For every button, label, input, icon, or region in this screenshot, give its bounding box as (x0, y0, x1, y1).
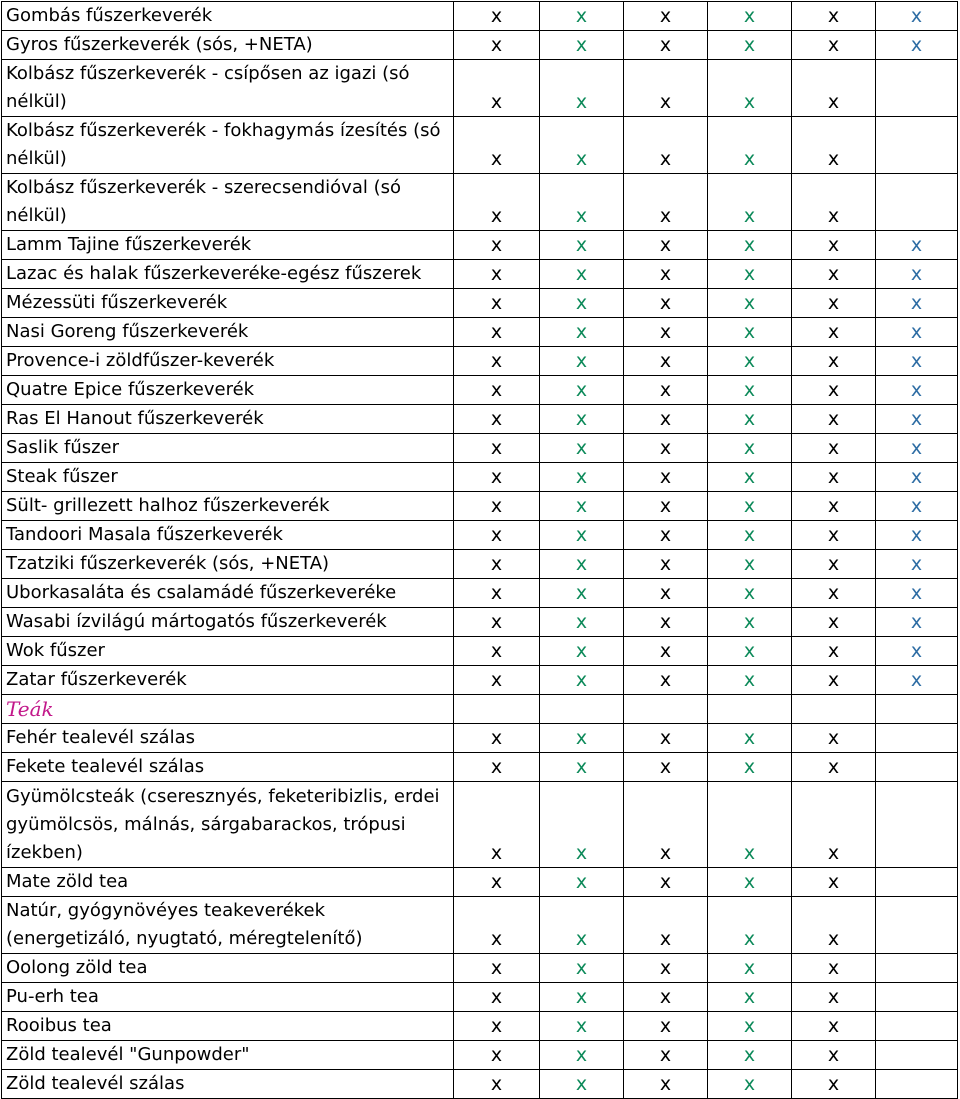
mark-cell-col5: x (792, 2, 876, 31)
mark-cell-col5: x (792, 954, 876, 983)
mark-cell-col4: x (708, 521, 792, 550)
table-row (2, 521, 958, 550)
mark-cell-col6 (876, 724, 958, 753)
mark-cell-col6: x (876, 492, 958, 521)
mark-cell-col6: x (876, 347, 958, 376)
product-name-cell: Rooibus tea (2, 1012, 454, 1041)
mark-cell-col2: x (540, 579, 624, 608)
mark-cell-col2: x (540, 1070, 624, 1099)
mark-cell-col1: x (454, 983, 540, 1012)
mark-cell-col4: x (708, 318, 792, 347)
section-header-row (2, 695, 958, 724)
mark-cell-col2: x (540, 347, 624, 376)
mark-cell-col1: x (454, 579, 540, 608)
mark-cell-col6: x (876, 376, 958, 405)
mark-cell-col1: x (454, 434, 540, 463)
mark-cell-col5: x (792, 521, 876, 550)
mark-cell-col1: x (454, 2, 540, 31)
mark-cell-col2: x (540, 117, 624, 174)
mark-cell-col5: x (792, 60, 876, 117)
mark-cell-col4: x (708, 637, 792, 666)
table-row (2, 376, 958, 405)
product-name-cell: Gyros fűszerkeverék (sós, +NETA) (2, 31, 454, 60)
product-name-cell: Kolbász fűszerkeverék - szerecsendióval (só nélkül) (2, 174, 454, 231)
mark-cell-col2: x (540, 1041, 624, 1070)
mark-cell-col5: x (792, 724, 876, 753)
product-name-cell: Wasabi ízvilágú mártogatós fűszerkeverék (2, 608, 454, 637)
product-name-cell: Saslik fűszer (2, 434, 454, 463)
mark-cell-col5: x (792, 260, 876, 289)
mark-cell-col3: x (624, 1041, 708, 1070)
table-row (2, 31, 958, 60)
mark-cell-col4: x (708, 579, 792, 608)
mark-cell-col3: x (624, 31, 708, 60)
mark-cell-col1: x (454, 521, 540, 550)
product-name-cell: Mate zöld tea (2, 868, 454, 897)
mark-cell-col6: x (876, 666, 958, 695)
mark-cell-col2: x (540, 174, 624, 231)
product-name-cell: Fekete tealevél szálas (2, 753, 454, 782)
mark-cell-col6: x (876, 550, 958, 579)
mark-cell-col5: x (792, 405, 876, 434)
mark-cell-col3: x (624, 347, 708, 376)
mark-cell-col3: x (624, 868, 708, 897)
mark-cell-col5: x (792, 434, 876, 463)
mark-cell-col5: x (792, 666, 876, 695)
mark-cell-col2: x (540, 666, 624, 695)
mark-cell-col1: x (454, 637, 540, 666)
mark-cell-col3: x (624, 521, 708, 550)
product-name-cell: Zöld tealevél "Gunpowder" (2, 1041, 454, 1070)
mark-cell-col2: x (540, 550, 624, 579)
table-row (2, 1012, 958, 1041)
mark-cell-col4: x (708, 1070, 792, 1099)
mark-cell-col2: x (540, 463, 624, 492)
mark-cell-col6: x (876, 318, 958, 347)
mark-cell-col5: x (792, 347, 876, 376)
product-name-cell: Wok fűszer (2, 637, 454, 666)
mark-cell-col3: x (624, 174, 708, 231)
mark-cell-col1 (454, 695, 540, 724)
mark-cell-col5: x (792, 579, 876, 608)
mark-cell-col1: x (454, 954, 540, 983)
mark-cell-col5: x (792, 1041, 876, 1070)
mark-cell-col6: x (876, 405, 958, 434)
mark-cell-col3: x (624, 60, 708, 117)
mark-cell-col6 (876, 868, 958, 897)
mark-cell-col6: x (876, 289, 958, 318)
mark-cell-col1: x (454, 492, 540, 521)
mark-cell-col1: x (454, 897, 540, 954)
mark-cell-col6 (876, 174, 958, 231)
mark-cell-col4: x (708, 492, 792, 521)
table-row (2, 463, 958, 492)
mark-cell-col3: x (624, 434, 708, 463)
product-name-cell: Tzatziki fűszerkeverék (sós, +NETA) (2, 550, 454, 579)
mark-cell-col2: x (540, 492, 624, 521)
table-row (2, 174, 958, 231)
mark-cell-col4: x (708, 782, 792, 868)
product-name-cell: Zöld tealevél szálas (2, 1070, 454, 1099)
mark-cell-col6 (876, 1012, 958, 1041)
product-name-cell: Tandoori Masala fűszerkeverék (2, 521, 454, 550)
mark-cell-col1: x (454, 60, 540, 117)
mark-cell-col2: x (540, 608, 624, 637)
product-availability-table (1, 1, 958, 1099)
mark-cell-col2: x (540, 405, 624, 434)
mark-cell-col6: x (876, 637, 958, 666)
mark-cell-col4: x (708, 868, 792, 897)
mark-cell-col1: x (454, 782, 540, 868)
mark-cell-col6 (876, 695, 958, 724)
mark-cell-col3: x (624, 289, 708, 318)
mark-cell-col6: x (876, 434, 958, 463)
mark-cell-col5: x (792, 868, 876, 897)
mark-cell-col4: x (708, 983, 792, 1012)
mark-cell-col3: x (624, 231, 708, 260)
mark-cell-col4: x (708, 753, 792, 782)
mark-cell-col1: x (454, 117, 540, 174)
product-name-cell: Gombás fűszerkeverék (2, 2, 454, 31)
table-row (2, 289, 958, 318)
mark-cell-col2: x (540, 260, 624, 289)
mark-cell-col5: x (792, 550, 876, 579)
mark-cell-col1: x (454, 1041, 540, 1070)
mark-cell-col2: x (540, 782, 624, 868)
table-row (2, 492, 958, 521)
table-row (2, 753, 958, 782)
mark-cell-col4: x (708, 347, 792, 376)
table-row (2, 2, 958, 31)
mark-cell-col5: x (792, 289, 876, 318)
mark-cell-col4: x (708, 231, 792, 260)
mark-cell-col2: x (540, 31, 624, 60)
mark-cell-col6: x (876, 463, 958, 492)
mark-cell-col1: x (454, 231, 540, 260)
mark-cell-col4: x (708, 954, 792, 983)
mark-cell-col6: x (876, 260, 958, 289)
table-row (2, 666, 958, 695)
mark-cell-col5: x (792, 318, 876, 347)
table-row (2, 117, 958, 174)
mark-cell-col2 (540, 695, 624, 724)
table-row (2, 983, 958, 1012)
table-row (2, 60, 958, 117)
product-name-cell: Kolbász fűszerkeverék - fokhagymás ízesítés (só nélkül) (2, 117, 454, 174)
mark-cell-col6: x (876, 521, 958, 550)
mark-cell-col2: x (540, 637, 624, 666)
mark-cell-col2: x (540, 318, 624, 347)
table-row (2, 231, 958, 260)
product-name-cell: Lazac és halak fűszerkeveréke-egész fűszerek (2, 260, 454, 289)
mark-cell-col2: x (540, 60, 624, 117)
mark-cell-col1: x (454, 405, 540, 434)
mark-cell-col3: x (624, 405, 708, 434)
mark-cell-col4: x (708, 1012, 792, 1041)
mark-cell-col1: x (454, 318, 540, 347)
mark-cell-col4: x (708, 289, 792, 318)
mark-cell-col4: x (708, 434, 792, 463)
mark-cell-col3: x (624, 782, 708, 868)
mark-cell-col1: x (454, 376, 540, 405)
product-name-cell: Pu-erh tea (2, 983, 454, 1012)
mark-cell-col6 (876, 117, 958, 174)
mark-cell-col3: x (624, 753, 708, 782)
product-name-cell: Oolong zöld tea (2, 954, 454, 983)
mark-cell-col4: x (708, 666, 792, 695)
mark-cell-col5: x (792, 31, 876, 60)
mark-cell-col4: x (708, 463, 792, 492)
mark-cell-col1: x (454, 724, 540, 753)
mark-cell-col4: x (708, 897, 792, 954)
mark-cell-col5: x (792, 463, 876, 492)
mark-cell-col3: x (624, 637, 708, 666)
mark-cell-col1: x (454, 347, 540, 376)
mark-cell-col2: x (540, 897, 624, 954)
product-name-cell: Quatre Epice fűszerkeverék (2, 376, 454, 405)
mark-cell-col3: x (624, 318, 708, 347)
mark-cell-col4: x (708, 405, 792, 434)
mark-cell-col1: x (454, 289, 540, 318)
mark-cell-col4 (708, 695, 792, 724)
mark-cell-col3: x (624, 983, 708, 1012)
product-name-cell: Ras El Hanout fűszerkeverék (2, 405, 454, 434)
mark-cell-col6: x (876, 608, 958, 637)
mark-cell-col5: x (792, 376, 876, 405)
mark-cell-col4: x (708, 117, 792, 174)
mark-cell-col1: x (454, 463, 540, 492)
table-row (2, 1070, 958, 1099)
mark-cell-col6 (876, 897, 958, 954)
mark-cell-col3: x (624, 376, 708, 405)
table-row (2, 608, 958, 637)
mark-cell-col3: x (624, 954, 708, 983)
mark-cell-col1: x (454, 260, 540, 289)
mark-cell-col3: x (624, 1070, 708, 1099)
mark-cell-col2: x (540, 521, 624, 550)
mark-cell-col6: x (876, 231, 958, 260)
mark-cell-col2: x (540, 954, 624, 983)
mark-cell-col3: x (624, 2, 708, 31)
table-row (2, 347, 958, 376)
mark-cell-col3: x (624, 463, 708, 492)
mark-cell-col6 (876, 60, 958, 117)
section-title: Teák (2, 695, 454, 724)
table-row (2, 637, 958, 666)
mark-cell-col4: x (708, 60, 792, 117)
table-row (2, 954, 958, 983)
mark-cell-col5: x (792, 174, 876, 231)
mark-cell-col3: x (624, 666, 708, 695)
table-body (2, 2, 958, 1099)
mark-cell-col3: x (624, 550, 708, 579)
mark-cell-col4: x (708, 550, 792, 579)
mark-cell-col5: x (792, 492, 876, 521)
mark-cell-col4: x (708, 1041, 792, 1070)
table-row (2, 782, 958, 868)
mark-cell-col5: x (792, 753, 876, 782)
product-name-cell: Nasi Goreng fűszerkeverék (2, 318, 454, 347)
table-row (2, 405, 958, 434)
mark-cell-col3 (624, 695, 708, 724)
product-name-cell: Kolbász fűszerkeverék - csípősen az igazi (só nélkül) (2, 60, 454, 117)
mark-cell-col6: x (876, 2, 958, 31)
mark-cell-col2: x (540, 753, 624, 782)
mark-cell-col4: x (708, 724, 792, 753)
table-row (2, 897, 958, 954)
mark-cell-col2: x (540, 434, 624, 463)
mark-cell-col5: x (792, 782, 876, 868)
mark-cell-col2: x (540, 376, 624, 405)
table-row (2, 260, 958, 289)
product-name-cell: Gyümölcsteák (cseresznyés, feketeribizlis, erdei gyümölcsös, málnás, sárgabarackos, trópusi ízekben) (2, 782, 454, 868)
mark-cell-col1: x (454, 550, 540, 579)
mark-cell-col1: x (454, 1070, 540, 1099)
mark-cell-col1: x (454, 608, 540, 637)
mark-cell-col6 (876, 1070, 958, 1099)
mark-cell-col6 (876, 782, 958, 868)
mark-cell-col2: x (540, 231, 624, 260)
product-name-cell: Mézessüti fűszerkeverék (2, 289, 454, 318)
product-name-cell: Lamm Tajine fűszerkeverék (2, 231, 454, 260)
mark-cell-col6 (876, 954, 958, 983)
mark-cell-col5: x (792, 117, 876, 174)
mark-cell-col5: x (792, 897, 876, 954)
mark-cell-col5: x (792, 231, 876, 260)
mark-cell-col5: x (792, 983, 876, 1012)
mark-cell-col6 (876, 753, 958, 782)
table-row (2, 550, 958, 579)
mark-cell-col2: x (540, 724, 624, 753)
table-row (2, 868, 958, 897)
mark-cell-col5: x (792, 1012, 876, 1041)
product-name-cell: Fehér tealevél szálas (2, 724, 454, 753)
mark-cell-col6 (876, 983, 958, 1012)
product-name-cell: Sült- grillezett halhoz fűszerkeverék (2, 492, 454, 521)
mark-cell-col5: x (792, 1070, 876, 1099)
mark-cell-col4: x (708, 2, 792, 31)
mark-cell-col2: x (540, 2, 624, 31)
mark-cell-col4: x (708, 376, 792, 405)
mark-cell-col3: x (624, 608, 708, 637)
product-name-cell: Provence-i zöldfűszer-keverék (2, 347, 454, 376)
mark-cell-col3: x (624, 579, 708, 608)
mark-cell-col4: x (708, 31, 792, 60)
mark-cell-col1: x (454, 1012, 540, 1041)
mark-cell-col2: x (540, 289, 624, 318)
mark-cell-col6: x (876, 579, 958, 608)
table-row (2, 434, 958, 463)
mark-cell-col1: x (454, 753, 540, 782)
mark-cell-col3: x (624, 260, 708, 289)
mark-cell-col4: x (708, 174, 792, 231)
mark-cell-col1: x (454, 31, 540, 60)
mark-cell-col3: x (624, 724, 708, 753)
product-name-cell: Natúr, gyógynövéyes teakeverékek (energetizáló, nyugtató, méregtelenítő) (2, 897, 454, 954)
mark-cell-col1: x (454, 868, 540, 897)
product-name-cell: Steak fűszer (2, 463, 454, 492)
mark-cell-col3: x (624, 117, 708, 174)
table-row (2, 579, 958, 608)
mark-cell-col4: x (708, 608, 792, 637)
mark-cell-col3: x (624, 492, 708, 521)
mark-cell-col5 (792, 695, 876, 724)
product-name-cell: Uborkasaláta és csalamádé fűszerkeveréke (2, 579, 454, 608)
mark-cell-col2: x (540, 983, 624, 1012)
mark-cell-col5: x (792, 637, 876, 666)
mark-cell-col5: x (792, 608, 876, 637)
table-row (2, 318, 958, 347)
mark-cell-col2: x (540, 868, 624, 897)
mark-cell-col6: x (876, 31, 958, 60)
mark-cell-col2: x (540, 1012, 624, 1041)
mark-cell-col4: x (708, 260, 792, 289)
mark-cell-col6 (876, 1041, 958, 1070)
table-row (2, 724, 958, 753)
mark-cell-col1: x (454, 174, 540, 231)
table-row (2, 1041, 958, 1070)
mark-cell-col3: x (624, 1012, 708, 1041)
product-name-cell: Zatar fűszerkeverék (2, 666, 454, 695)
mark-cell-col3: x (624, 897, 708, 954)
mark-cell-col1: x (454, 666, 540, 695)
